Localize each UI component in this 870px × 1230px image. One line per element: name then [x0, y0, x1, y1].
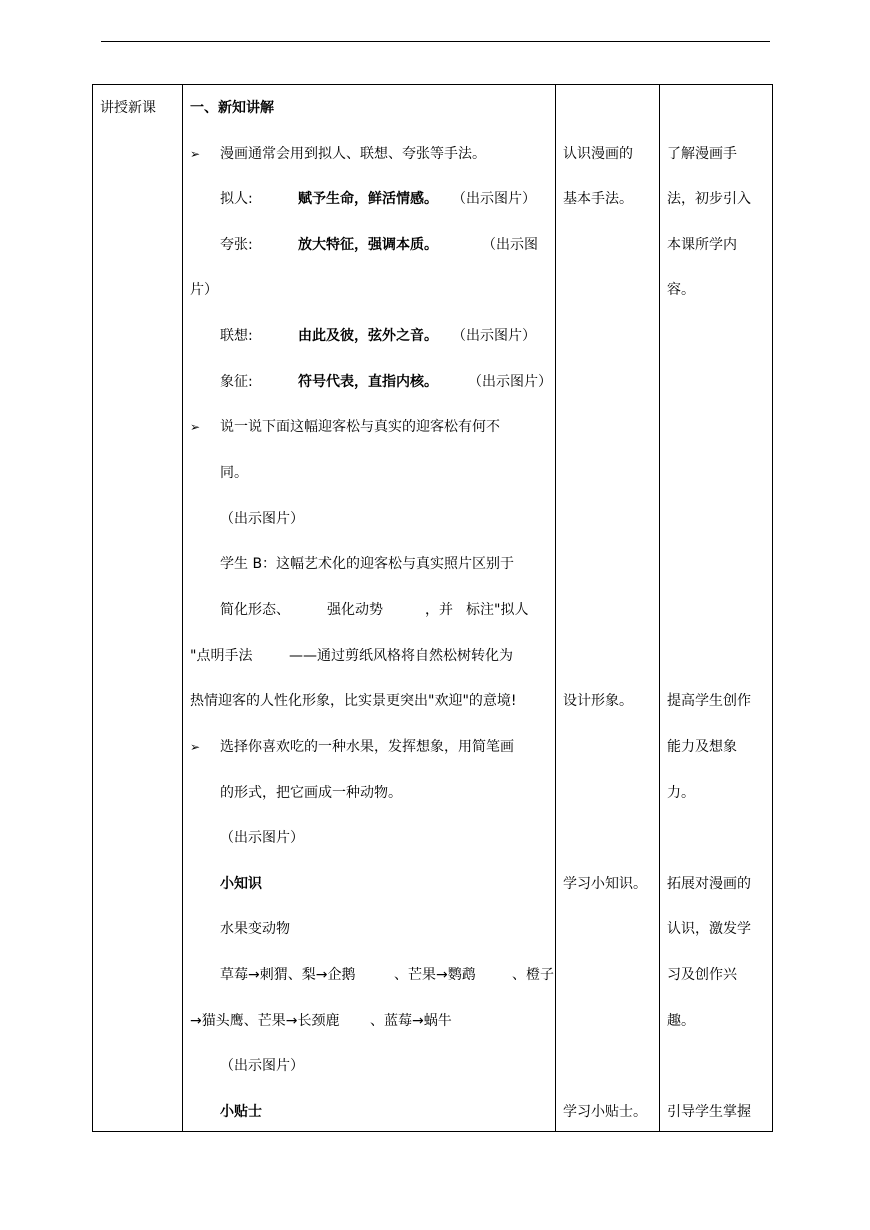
bullet-text: 选择你喜欢吃的一种水果，发挥想象，用简笔画 [220, 739, 514, 755]
design-intent: 容。 [667, 282, 695, 298]
student-activity: 学习小贴士。 [563, 1104, 647, 1120]
show-image-note: （出示图片） [220, 830, 304, 846]
answer-fragment: 简化形态、 [220, 602, 290, 618]
show-image-note: （出示图片） [220, 1058, 304, 1074]
design-intent: 趣。 [667, 1013, 695, 1029]
column-divider [555, 84, 556, 1132]
bullet-arrow-icon: ➢ [190, 147, 201, 161]
answer-fragment: "点明手法 [190, 648, 253, 664]
design-intent: 引导学生掌握 [667, 1104, 751, 1120]
answer-fragment: 强化动势 [327, 602, 383, 618]
header-rule [101, 41, 770, 42]
student-answer: 学生 B：这幅艺术化的迎客松与真实照片区别于 [220, 556, 515, 572]
section-heading: 一、新知讲解 [190, 100, 274, 116]
bullet-text: 同。 [220, 465, 248, 481]
answer-text: 热情迎客的人性化形象，比实景更突出"欢迎"的意境! [190, 693, 517, 709]
bullet-text: 说一说下面这幅迎客松与真实的迎客松有何不 [220, 419, 500, 435]
design-intent: 认识，激发学 [667, 921, 751, 937]
design-intent: 拓展对漫画的 [667, 876, 751, 892]
fruit-list-fragment: 、蓝莓→蜗牛 [370, 1013, 452, 1029]
bullet-text: 的形式，把它画成一种动物。 [220, 785, 402, 801]
design-intent: 提高学生创作 [667, 693, 751, 709]
show-image-note-cont: 片） [190, 282, 218, 298]
technique-desc: 放大特征，强调本质。 [298, 237, 438, 253]
design-intent: 能力及想象 [667, 739, 737, 755]
answer-fragment: 标注"拟人 [466, 602, 529, 618]
fruit-list-fragment: 、橙子 [512, 967, 554, 983]
technique-name: 象征: [220, 374, 253, 390]
bullet-text: 漫画通常会用到拟人、联想、夸张等手法。 [220, 146, 486, 162]
technique-desc: 由此及彼，弦外之音。 [298, 328, 438, 344]
technique-desc: 赋予生命，鲜活情感。 [298, 191, 438, 207]
design-intent: 本课所学内 [667, 237, 737, 253]
student-activity: 基本手法。 [563, 191, 633, 207]
design-intent: 法，初步引入 [667, 191, 751, 207]
show-image-note: （出示图片） [452, 328, 536, 344]
show-image-note: （出示图片） [220, 511, 304, 527]
show-image-note: （出示图片） [468, 374, 552, 390]
answer-fragment: ——通过剪纸风格将自然松树转化为 [289, 648, 513, 664]
student-activity: 设计形象。 [563, 693, 633, 709]
knowledge-title: 小知识 [220, 876, 262, 892]
fruit-list-fragment: →猫头鹰、芒果→长颈鹿 [190, 1013, 340, 1029]
fruit-list-fragment: 草莓→刺猬、梨→企鹅 [220, 967, 356, 983]
answer-fragment: ，并 [425, 602, 453, 618]
technique-name: 夸张: [220, 237, 253, 253]
column-divider [659, 84, 660, 1132]
technique-name: 联想: [220, 328, 253, 344]
fruit-list-fragment: 、芒果→鹦鹉 [394, 967, 476, 983]
show-image-note: （出示图 [482, 237, 538, 253]
column-divider [182, 84, 183, 1132]
technique-name: 拟人: [220, 191, 253, 207]
knowledge-subtitle: 水果变动物 [220, 921, 290, 937]
bullet-arrow-icon: ➢ [190, 420, 201, 434]
show-image-note: （出示图片） [452, 191, 536, 207]
student-activity: 学习小知识。 [563, 876, 647, 892]
design-intent: 力。 [667, 785, 695, 801]
tips-title: 小贴士 [220, 1104, 262, 1120]
technique-desc: 符号代表，直指内核。 [298, 374, 438, 390]
design-intent: 了解漫画手 [667, 146, 737, 162]
student-activity: 认识漫画的 [563, 146, 633, 162]
section-label: 讲授新课 [100, 100, 156, 116]
bullet-arrow-icon: ➢ [190, 740, 201, 754]
design-intent: 习及创作兴 [667, 967, 737, 983]
